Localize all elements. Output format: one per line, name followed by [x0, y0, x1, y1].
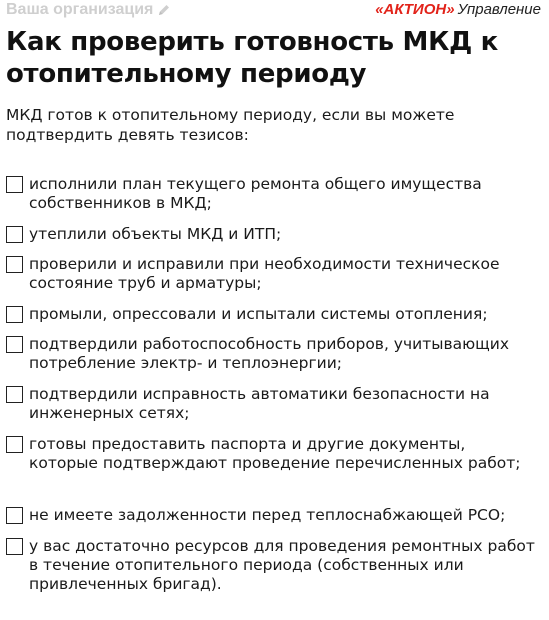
checklist-item[interactable] [6, 225, 546, 244]
checklist-item[interactable] [6, 435, 546, 473]
checklist-item[interactable] [6, 506, 546, 525]
checkbox[interactable] [6, 226, 23, 243]
checkbox[interactable] [6, 507, 23, 524]
checklist-item-text: готовы предоставить паспорта и другие документы, которые подтверждают проведение перечисленных работ; [29, 435, 521, 472]
checklist-item-text: проверили и исправили при необходимости техническое состояние труб и арматуры; [29, 255, 500, 292]
checkbox[interactable] [6, 538, 23, 555]
checklist-item[interactable] [6, 175, 546, 213]
checkbox[interactable] [6, 256, 23, 273]
checklist-item-text: промыли, опрессовали и испытали системы отопления; [29, 305, 488, 323]
checklist-item[interactable] [6, 255, 546, 293]
checkbox[interactable] [6, 306, 23, 323]
checklist-item[interactable] [6, 305, 546, 324]
checkbox[interactable] [6, 436, 23, 453]
checklist-item-text: утеплили объекты МКД и ИТП; [29, 225, 282, 243]
checklist-item[interactable] [6, 385, 546, 423]
checklist-item-text: у вас достаточно ресурсов для проведения ремонтных работ в течение отопительного периода (собственных или привлеченных бригад). [29, 537, 535, 593]
page-title: Как проверить готовность МКД к отопительному периоду [6, 27, 499, 89]
brand-logo-text: «АКТИОН» [375, 1, 455, 18]
brand-subtitle: Управление [457, 1, 541, 18]
intro-text: МКД готов к отопительному периоду, если вы можете подтвердить девять тезисов: [6, 106, 455, 144]
pencil-icon[interactable] [157, 3, 171, 17]
checklist-item-text: не имеете задолженности перед теплоснабжающей РСО; [29, 506, 506, 524]
checklist-item-text: подтвердили исправность автоматики безопасности на инженерных сетях; [29, 385, 490, 422]
checklist-item-text: подтвердили работоспособность приборов, учитывающих потребление электр- и теплоэнергии; [29, 335, 509, 372]
checkbox[interactable] [6, 386, 23, 403]
top-bar [0, 0, 549, 22]
checkbox[interactable] [6, 336, 23, 353]
checklist-item[interactable] [6, 335, 546, 373]
organization-field[interactable] [6, 1, 171, 19]
brand-logo [375, 1, 541, 18]
organization-label: Ваша организация [6, 1, 154, 18]
checklist-item[interactable] [6, 537, 546, 594]
checkbox[interactable] [6, 176, 23, 193]
checklist-item-text: исполнили план текущего ремонта общего имущества собственников в МКД; [29, 175, 482, 212]
